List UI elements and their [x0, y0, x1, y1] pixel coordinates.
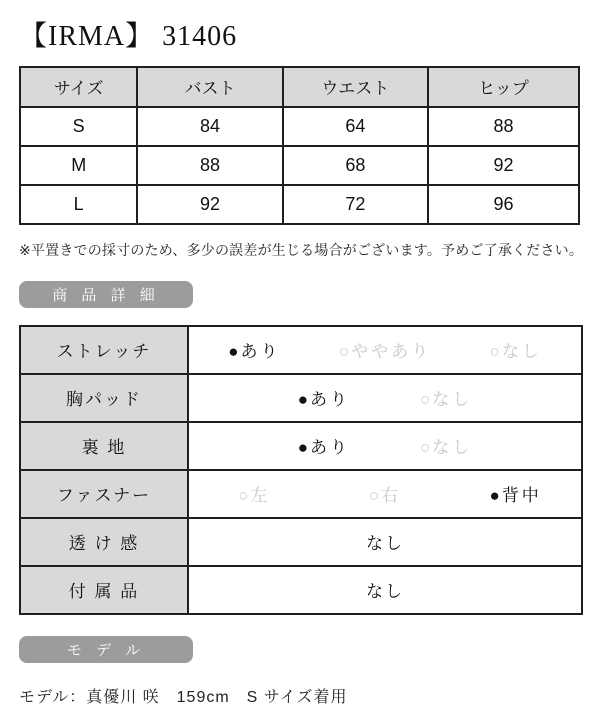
radio-marker-icon: ○ — [338, 342, 350, 362]
size-table — [19, 66, 580, 225]
option-pad-nashi — [420, 385, 472, 410]
detail-value: なし — [189, 567, 581, 613]
detail-label: 胸パッド — [21, 375, 189, 421]
option-zipper-left — [189, 481, 320, 506]
option-stretch-yaya-ari — [320, 337, 451, 362]
option-label: なし — [432, 438, 473, 458]
option-label: あり — [310, 390, 350, 410]
waist-cell: 68 — [283, 146, 428, 185]
radio-marker-icon: ● — [489, 486, 500, 506]
detail-row-accessories — [21, 567, 581, 613]
model-info-line: モデル：真優川 咲 159cm S サイズ着用 — [19, 688, 348, 706]
detail-label: 透 け 感 — [21, 519, 189, 565]
detail-options — [189, 327, 581, 373]
product-title: 【IRMA】 31406 — [19, 21, 238, 52]
option-stretch-ari — [189, 337, 320, 362]
detail-label: 裏 地 — [21, 423, 189, 469]
size-row-l — [20, 185, 579, 224]
col-header-size: サイズ — [20, 67, 137, 107]
size-cell: L — [20, 185, 137, 224]
option-label: ややあり — [351, 342, 432, 362]
col-header-bust: バスト — [137, 67, 282, 107]
option-lining-ari — [298, 433, 350, 458]
detail-row-zipper — [21, 471, 581, 519]
option-label: なし — [501, 342, 542, 362]
option-label: あり — [240, 342, 281, 362]
bust-cell: 84 — [137, 107, 282, 146]
radio-marker-icon: ● — [297, 390, 308, 410]
option-pad-ari — [298, 385, 350, 410]
detail-options — [189, 423, 581, 469]
option-label: 背中 — [501, 486, 542, 506]
section-heading-model: モ デ ル — [19, 636, 193, 663]
detail-options — [189, 375, 581, 421]
hip-cell: 92 — [428, 146, 579, 185]
bust-cell: 92 — [137, 185, 282, 224]
option-label: 左 — [250, 486, 271, 506]
waist-cell: 64 — [283, 107, 428, 146]
detail-label: 付 属 品 — [21, 567, 189, 613]
radio-marker-icon: ○ — [238, 486, 249, 506]
detail-label: ストレッチ — [21, 327, 189, 373]
size-cell: M — [20, 146, 137, 185]
size-table-header-row — [20, 67, 579, 107]
detail-label: ファスナー — [21, 471, 189, 517]
option-zipper-back — [450, 481, 581, 506]
hip-cell: 88 — [428, 107, 579, 146]
detail-row-stretch — [21, 327, 581, 375]
size-cell: S — [20, 107, 137, 146]
option-lining-nashi — [420, 433, 472, 458]
radio-marker-icon: ● — [297, 438, 308, 458]
radio-marker-icon: ○ — [489, 342, 500, 362]
measurement-disclaimer: ※平置きでの採寸のため、多少の誤差が生じる場合がございます。予めご了承ください。 — [19, 241, 584, 258]
size-row-m — [20, 146, 579, 185]
bust-cell: 88 — [137, 146, 282, 185]
size-row-s — [20, 107, 579, 146]
option-label: 右 — [381, 486, 402, 506]
option-label: あり — [310, 438, 350, 458]
radio-marker-icon: ○ — [368, 486, 380, 506]
radio-marker-icon: ○ — [420, 390, 431, 410]
radio-marker-icon: ○ — [420, 438, 431, 458]
detail-row-chest-pad — [21, 375, 581, 423]
detail-row-sheerness — [21, 519, 581, 567]
waist-cell: 72 — [283, 185, 428, 224]
col-header-hip: ヒップ — [428, 67, 579, 107]
section-heading-product-details: 商 品 詳 細 — [19, 281, 193, 308]
detail-row-lining — [21, 423, 581, 471]
detail-options — [189, 471, 581, 517]
hip-cell: 96 — [428, 185, 579, 224]
option-zipper-right — [320, 481, 451, 506]
radio-marker-icon: ● — [228, 342, 239, 362]
option-label: なし — [432, 390, 473, 410]
option-stretch-nashi — [450, 337, 581, 362]
detail-value: なし — [189, 519, 581, 565]
product-details-table — [19, 325, 583, 615]
col-header-waist: ウエスト — [283, 67, 428, 107]
